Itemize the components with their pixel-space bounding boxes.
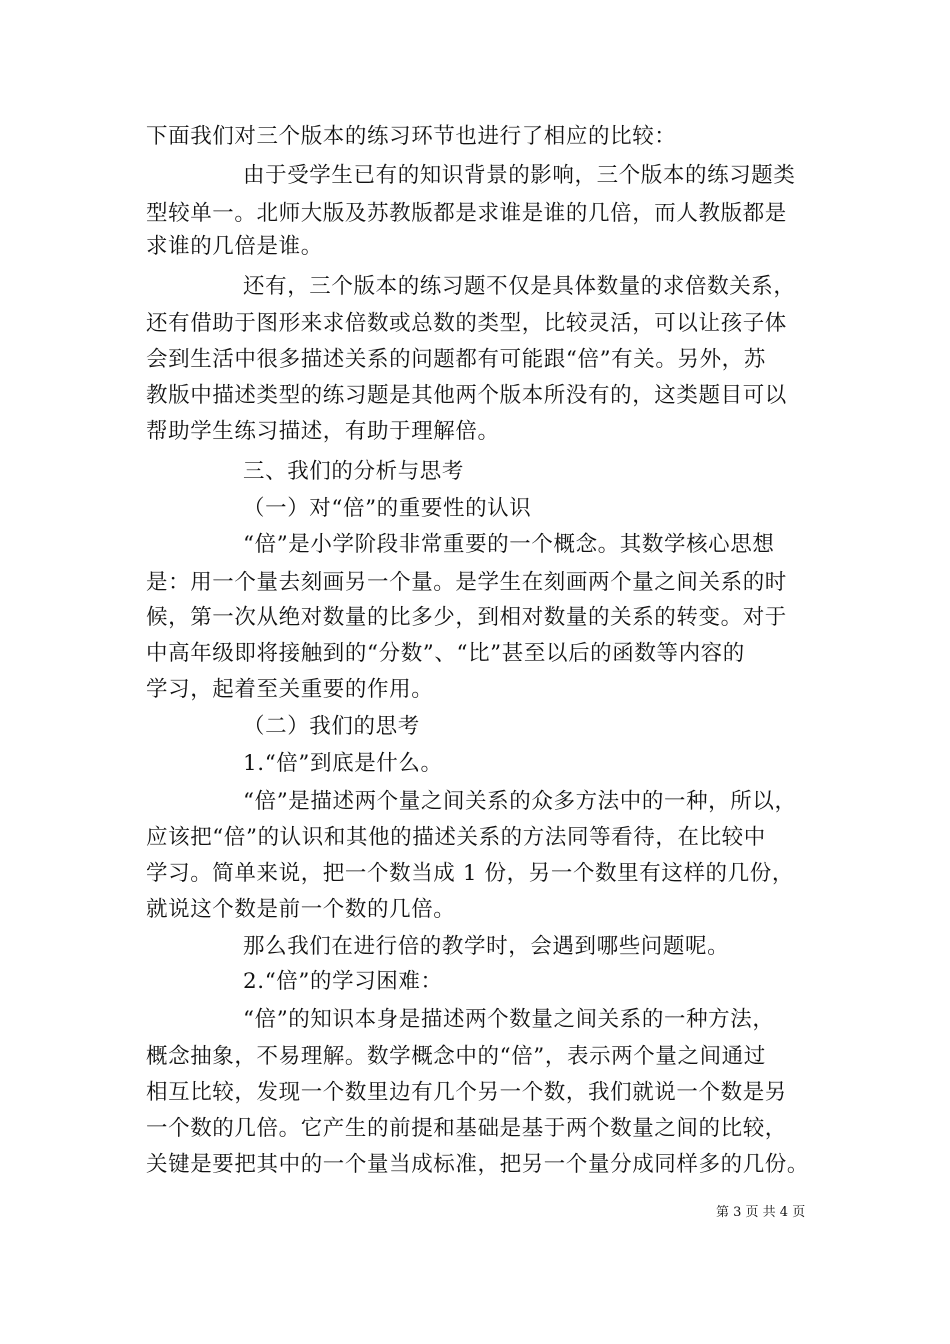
text-line: 概念抽象，不易理解。数学概念中的“倍”，表示两个量之间通过 [146,1044,766,1069]
text-line: 就说这个数是前一个数的几倍。 [146,897,456,922]
text-line: 候，第一次从绝对数量的比多少，到相对数量的关系的转变。对于 [146,605,787,630]
text-line: 那么我们在进行倍的教学时，会遇到哪些问题呢。 [243,934,730,959]
subsection-heading: （一）对“倍”的重要性的认识 [243,496,532,521]
text-line: “倍”是小学阶段非常重要的一个概念。其数学核心思想 [243,532,775,557]
text-line: “倍”是描述两个量之间关系的众多方法中的一种，所以， [243,789,797,814]
text-line: 中高年级即将接触到的“分数”、“比”甚至以后的函数等内容的 [146,641,745,666]
text-line: 会到生活中很多描述关系的问题都有可能跟“倍”有关。另外，苏 [146,347,766,372]
subsection-heading: （二）我们的思考 [243,714,420,739]
text-line: 帮助学生练习描述，有助于理解倍。 [146,419,500,444]
page-number-footer: 第 3 页 共 4 页 [716,1205,806,1220]
text-line: 是：用一个量去刻画另一个量。是学生在刻画两个量之间关系的时 [146,570,787,595]
section-heading: 三、我们的分析与思考 [243,459,465,484]
text-line: 关键是要把其中的一个量当成标准，把另一个量分成同样多的几份。 [146,1152,810,1177]
text-line: 还有，三个版本的练习题不仅是具体数量的求倍数关系， [243,274,796,299]
text-line: 型较单一。北师大版及苏教版都是求谁是谁的几倍，而人教版都是 [146,201,787,226]
text-line: 学习，起着至关重要的作用。 [146,677,434,702]
text-line: 一个数的几倍。它产生的前提和基础是基于两个数量之间的比较， [146,1116,787,1141]
item-heading: 2.“倍”的学习困难： [243,969,443,994]
text-line: 由于受学生已有的知识背景的影响，三个版本的练习题类 [243,163,796,188]
text-line: 相互比较，发现一个数里边有几个另一个数，我们就说一个数是另 [146,1080,787,1105]
text-line: “倍”的知识本身是描述两个数量之间关系的一种方法， [243,1007,775,1032]
text-line: 应该把“倍”的认识和其他的描述关系的方法同等看待，在比较中 [146,825,766,850]
item-heading: 1.“倍”到底是什么。 [243,751,443,776]
text-line: 下面我们对三个版本的练习环节也进行了相应的比较： [146,124,677,149]
text-line: 教版中描述类型的练习题是其他两个版本所没有的，这类题目可以 [146,383,787,408]
text-line: 学习。简单来说，把一个数当成 1 份，另一个数里有这样的几份， [146,861,794,886]
text-line: 求谁的几倍是谁。 [146,234,323,259]
text-line: 还有借助于图形来求倍数或总数的类型，比较灵活，可以让孩子体 [146,311,787,336]
